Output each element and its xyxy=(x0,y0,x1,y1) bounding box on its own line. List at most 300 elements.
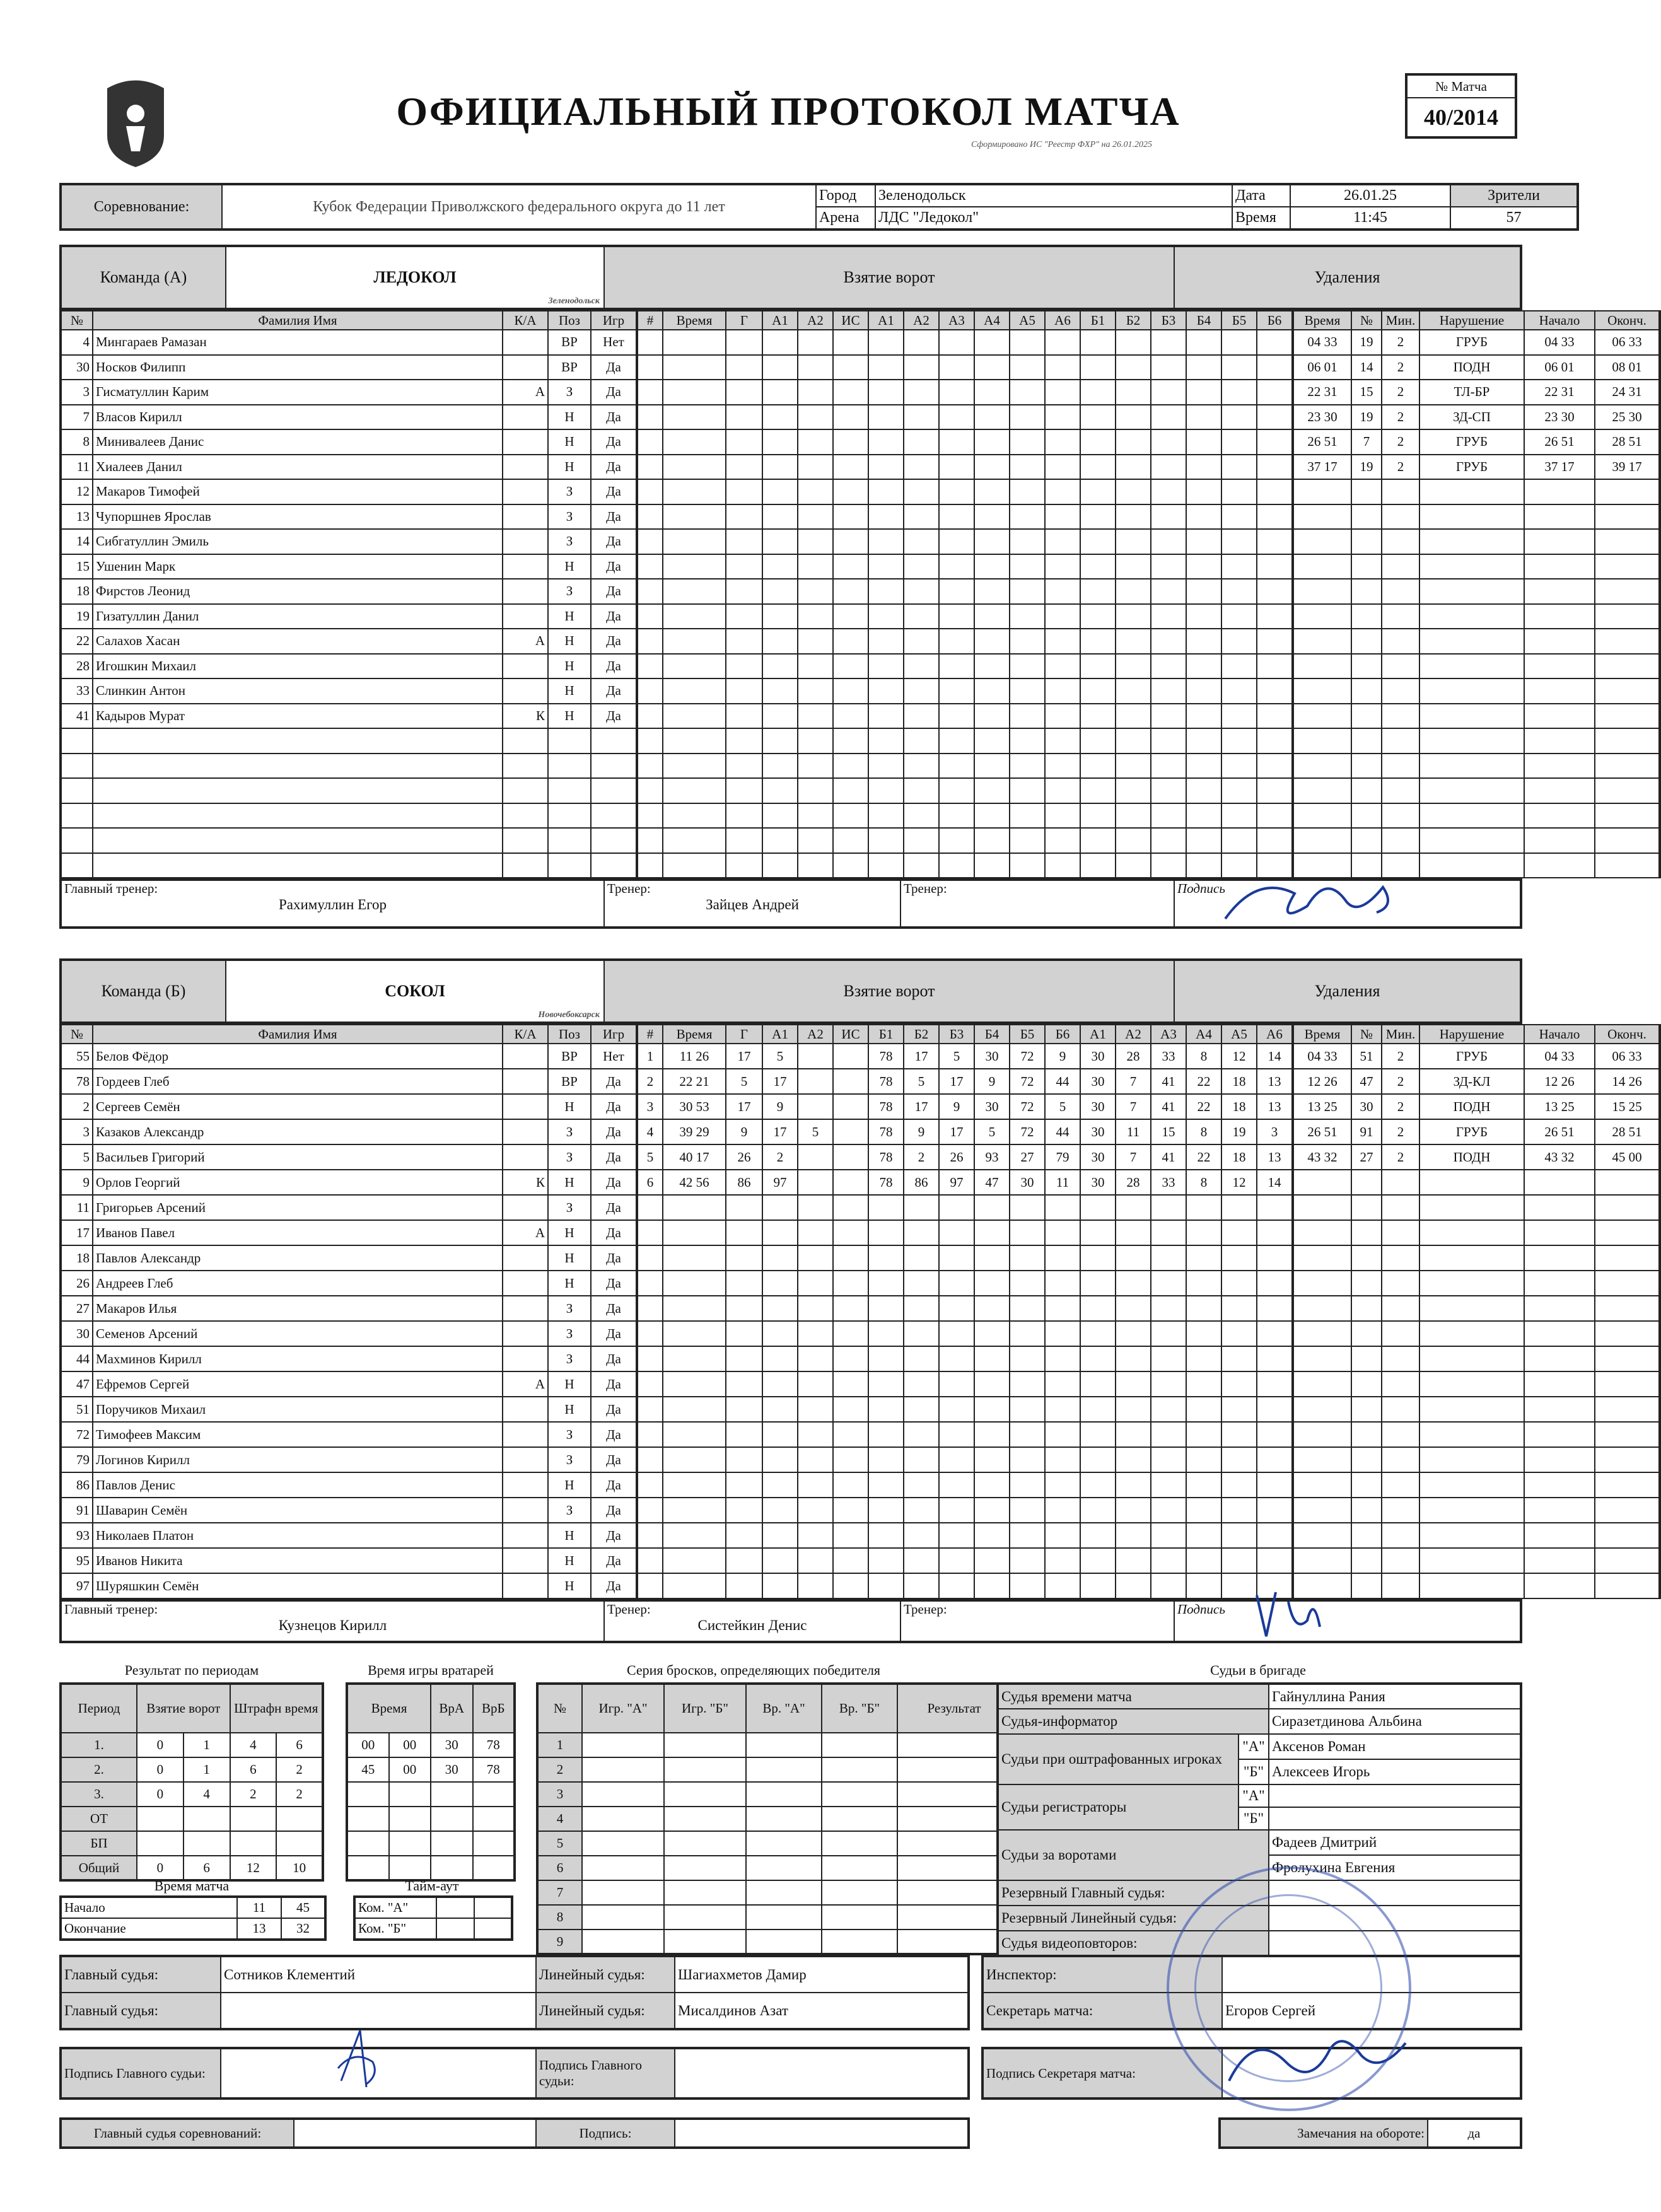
empty-cell xyxy=(974,754,1010,779)
period-gb: 6 xyxy=(184,1856,230,1880)
player-name: Ефремов Сергей xyxy=(93,1371,503,1397)
empty-cell xyxy=(798,455,833,480)
goal-row xyxy=(638,1397,1292,1422)
player-row xyxy=(61,1498,636,1523)
empty-cell xyxy=(974,1498,1010,1523)
empty-cell xyxy=(1293,1170,1351,1195)
match-time-table xyxy=(59,1895,327,1941)
player-position: З xyxy=(548,1195,591,1220)
player-number: 4 xyxy=(61,330,93,355)
empty-cell xyxy=(663,1422,726,1447)
empty-cell xyxy=(833,1523,868,1548)
goal-cell: 39 29 xyxy=(663,1119,726,1144)
penalty-row xyxy=(1293,803,1660,829)
goal-row xyxy=(638,1321,1292,1346)
penalty-col-header: Нарушение xyxy=(1419,1025,1524,1044)
empty-cell xyxy=(638,754,663,779)
empty-cell xyxy=(1010,1422,1045,1447)
player-name: Салахов Хасан xyxy=(93,629,503,654)
empty-cell xyxy=(939,529,974,554)
empty-cell xyxy=(1524,1321,1595,1346)
empty-cell xyxy=(1595,1397,1660,1422)
empty-cell xyxy=(904,455,939,480)
penalty-row xyxy=(1293,330,1660,355)
player-row xyxy=(61,728,636,754)
empty-cell xyxy=(939,654,974,679)
penalty-time: 12 26 xyxy=(1293,1069,1351,1094)
player-played: Да xyxy=(591,1447,636,1472)
player-row xyxy=(61,1523,636,1548)
empty-cell xyxy=(1293,828,1351,853)
federation-logo xyxy=(101,76,170,170)
spectators-label: Зрители xyxy=(1450,184,1578,207)
penalty-time: 13 25 xyxy=(1293,1094,1351,1119)
empty-cell xyxy=(1293,678,1351,704)
penalty-row xyxy=(1293,1548,1660,1573)
empty-cell xyxy=(1382,479,1419,504)
player-row xyxy=(61,704,636,729)
empty-cell xyxy=(1257,1245,1292,1271)
empty-cell xyxy=(638,1245,663,1271)
empty-cell xyxy=(798,629,833,654)
empty-cell xyxy=(833,1447,868,1472)
goalie-a: 30 xyxy=(431,1733,473,1757)
empty-cell xyxy=(1080,1498,1116,1523)
penalty-row xyxy=(1293,754,1660,779)
empty-cell xyxy=(1116,728,1151,754)
empty-cell xyxy=(1382,1548,1419,1573)
empty-cell xyxy=(762,1447,798,1472)
empty-cell xyxy=(663,1296,726,1321)
empty-cell xyxy=(582,1831,664,1856)
empty-cell xyxy=(1186,1371,1221,1397)
player-name: Шаварин Семён xyxy=(93,1498,503,1523)
empty-cell xyxy=(726,504,762,530)
empty-cell xyxy=(1524,654,1595,679)
empty-cell xyxy=(1151,1195,1186,1220)
empty-cell xyxy=(663,629,726,654)
goal-cell: 17 xyxy=(762,1069,798,1094)
empty-cell xyxy=(974,1321,1010,1346)
goal-row xyxy=(638,355,1292,380)
empty-cell xyxy=(726,678,762,704)
goal-judge-2: Фролухина Евгения xyxy=(1269,1855,1521,1880)
empty-cell xyxy=(1293,1371,1351,1397)
player-row xyxy=(61,828,636,853)
empty-cell xyxy=(1186,554,1221,579)
period-row xyxy=(61,1782,323,1807)
empty-cell xyxy=(974,654,1010,679)
empty-cell xyxy=(974,554,1010,579)
empty-cell xyxy=(822,1880,897,1905)
empty-cell xyxy=(1080,330,1116,355)
roster-col-header: Поз xyxy=(548,1025,591,1044)
empty-cell xyxy=(1419,1371,1524,1397)
penalty-no: 19 xyxy=(1351,330,1382,355)
goal-row xyxy=(638,1170,1292,1195)
empty-cell xyxy=(1186,1472,1221,1498)
player-played: Да xyxy=(591,1220,636,1245)
goal-row xyxy=(638,1548,1292,1573)
empty-cell xyxy=(762,1397,798,1422)
empty-cell xyxy=(1045,704,1080,729)
empty-cell xyxy=(904,754,939,779)
player-row xyxy=(61,1271,636,1296)
empty-cell xyxy=(798,405,833,430)
empty-cell xyxy=(1293,1296,1351,1321)
empty-cell xyxy=(726,380,762,405)
empty-cell xyxy=(1419,1447,1524,1472)
empty-cell xyxy=(663,455,726,480)
penalty-row xyxy=(1293,1573,1660,1598)
match-info xyxy=(59,183,1579,231)
empty-cell xyxy=(1010,504,1045,530)
empty-cell xyxy=(664,1930,746,1954)
empty-cell xyxy=(762,1346,798,1371)
goal-row xyxy=(638,1044,1292,1069)
empty-cell xyxy=(904,579,939,604)
empty-cell xyxy=(868,330,904,355)
date-label: Дата xyxy=(1232,184,1290,207)
empty-cell xyxy=(1045,579,1080,604)
empty-cell xyxy=(663,429,726,455)
empty-cell xyxy=(1221,1523,1257,1548)
team-a-grid xyxy=(59,310,1661,878)
empty-cell xyxy=(1080,1296,1116,1321)
empty-cell xyxy=(1010,853,1045,878)
empty-cell xyxy=(1151,1220,1186,1245)
goal-cell: 22 xyxy=(1186,1144,1221,1170)
empty-cell xyxy=(868,803,904,829)
empty-cell xyxy=(1595,1220,1660,1245)
empty-cell xyxy=(1151,330,1186,355)
goal-cell: 5 xyxy=(939,1044,974,1069)
empty-cell xyxy=(868,1523,904,1548)
empty-cell xyxy=(638,704,663,729)
empty-cell xyxy=(1151,1346,1186,1371)
player-number: 30 xyxy=(61,1321,93,1346)
empty-cell xyxy=(833,1498,868,1523)
empty-cell xyxy=(1116,405,1151,430)
empty-cell xyxy=(1045,1195,1080,1220)
empty-cell xyxy=(726,1498,762,1523)
player-captain xyxy=(503,529,548,554)
empty-cell xyxy=(663,1220,726,1245)
penalty-row xyxy=(1293,1119,1660,1144)
empty-cell xyxy=(762,1195,798,1220)
penalty-start: 12 26 xyxy=(1524,1069,1595,1094)
empty-cell xyxy=(1221,455,1257,480)
empty-cell xyxy=(1419,678,1524,704)
goal-col-header: Б1 xyxy=(868,1025,904,1044)
empty-cell xyxy=(1045,678,1080,704)
goal-cell xyxy=(833,1069,868,1094)
empty-cell xyxy=(503,778,548,803)
goal-cell: 2 xyxy=(762,1144,798,1170)
player-number: 8 xyxy=(61,429,93,455)
empty-cell xyxy=(1595,678,1660,704)
empty-cell xyxy=(93,803,503,829)
goal-cell: 22 xyxy=(1186,1069,1221,1094)
empty-cell xyxy=(726,754,762,779)
empty-cell xyxy=(1595,1245,1660,1271)
spectators: 57 xyxy=(1450,207,1578,230)
penalty-col-header: № xyxy=(1351,1025,1382,1044)
empty-cell xyxy=(1151,1548,1186,1573)
player-position: З xyxy=(548,479,591,504)
goalie-t2: 00 xyxy=(389,1757,431,1782)
empty-cell xyxy=(746,1905,822,1930)
empty-cell xyxy=(798,1472,833,1498)
penalty-time: 37 17 xyxy=(1293,455,1351,480)
time: 11:45 xyxy=(1290,207,1450,230)
penalty-col-header: Время xyxy=(1293,1025,1351,1044)
empty-cell xyxy=(939,853,974,878)
empty-cell xyxy=(638,1498,663,1523)
empty-cell xyxy=(1419,1472,1524,1498)
empty-cell xyxy=(1186,405,1221,430)
empty-cell xyxy=(431,1782,473,1807)
shootout-row xyxy=(537,1880,1011,1905)
goal-judge-1: Фадеев Дмитрий xyxy=(1269,1830,1521,1855)
empty-cell xyxy=(822,1807,897,1831)
goal-col-header: Г xyxy=(726,311,762,330)
goal-row xyxy=(638,1422,1292,1447)
empty-cell xyxy=(762,429,798,455)
empty-cell xyxy=(939,828,974,853)
empty-cell xyxy=(868,1498,904,1523)
empty-cell xyxy=(1151,704,1186,729)
empty-cell xyxy=(1524,853,1595,878)
shootout-number: 4 xyxy=(537,1807,582,1831)
empty-cell xyxy=(904,1573,939,1598)
period-p: 2. xyxy=(61,1757,137,1782)
goal-cell: 86 xyxy=(904,1170,939,1195)
empty-cell xyxy=(431,1831,473,1856)
period-pa: 12 xyxy=(230,1856,277,1880)
penalty-tag-a: "А" xyxy=(1238,1734,1269,1759)
penalty-row xyxy=(1293,728,1660,754)
player-row xyxy=(61,479,636,504)
goalie-t1: 45 xyxy=(347,1757,389,1782)
player-row xyxy=(61,1346,636,1371)
official-stamp xyxy=(1167,1866,1411,2111)
empty-cell xyxy=(904,1498,939,1523)
empty-cell xyxy=(746,1880,822,1905)
empty-cell xyxy=(974,1371,1010,1397)
player-captain: А xyxy=(503,629,548,654)
player-name: Махминов Кирилл xyxy=(93,1346,503,1371)
city-label: Город xyxy=(816,184,875,207)
goal-cell: 17 xyxy=(726,1094,762,1119)
player-number: 95 xyxy=(61,1548,93,1573)
secretary-label: Секретарь матча: xyxy=(982,1993,1222,2029)
penalty-end: 06 33 xyxy=(1595,1044,1660,1069)
empty-cell xyxy=(939,1271,974,1296)
empty-cell xyxy=(1186,330,1221,355)
empty-cell xyxy=(798,778,833,803)
goal-cell: 78 xyxy=(868,1119,904,1144)
empty-cell xyxy=(1419,853,1524,878)
goal-row xyxy=(638,704,1292,729)
empty-cell xyxy=(904,479,939,504)
empty-cell xyxy=(1419,1573,1524,1598)
empty-cell xyxy=(1045,853,1080,878)
empty-cell xyxy=(1221,1422,1257,1447)
empty-cell xyxy=(939,1346,974,1371)
team-b-coaches xyxy=(59,1599,1522,1643)
penalty-col-header: Мин. xyxy=(1382,311,1419,330)
player-position: Н xyxy=(548,455,591,480)
empty-cell xyxy=(1382,803,1419,829)
empty-cell xyxy=(1293,778,1351,803)
goal-row xyxy=(638,1447,1292,1472)
empty-cell xyxy=(663,380,726,405)
empty-cell xyxy=(1257,1321,1292,1346)
empty-cell xyxy=(1010,330,1045,355)
player-captain xyxy=(503,1271,548,1296)
empty-cell xyxy=(1221,429,1257,455)
goal-col-header: А4 xyxy=(974,311,1010,330)
empty-cell xyxy=(798,1548,833,1573)
goalie-b: 78 xyxy=(473,1757,515,1782)
empty-cell xyxy=(1419,828,1524,853)
empty-cell xyxy=(833,1220,868,1245)
empty-cell xyxy=(726,1523,762,1548)
player-row xyxy=(61,678,636,704)
empty-cell xyxy=(1010,405,1045,430)
empty-cell xyxy=(638,330,663,355)
empty-cell xyxy=(746,1831,822,1856)
penalty-row xyxy=(1293,554,1660,579)
empty-cell xyxy=(582,1880,664,1905)
empty-cell xyxy=(1080,803,1116,829)
empty-cell xyxy=(1116,754,1151,779)
empty-cell xyxy=(1351,1271,1382,1296)
empty-cell xyxy=(1595,579,1660,604)
player-played: Да xyxy=(591,1119,636,1144)
period-pa: 2 xyxy=(230,1782,277,1807)
empty-cell xyxy=(798,604,833,629)
empty-cell xyxy=(1351,1321,1382,1346)
empty-cell xyxy=(974,1245,1010,1271)
empty-cell xyxy=(833,504,868,530)
empty-cell xyxy=(1351,529,1382,554)
empty-cell xyxy=(663,604,726,629)
empty-cell xyxy=(868,728,904,754)
goal-cell: 7 xyxy=(1116,1144,1151,1170)
player-row xyxy=(61,1296,636,1321)
empty-cell xyxy=(1151,678,1186,704)
empty-cell xyxy=(868,429,904,455)
empty-cell xyxy=(1257,803,1292,829)
empty-cell xyxy=(868,1548,904,1573)
penalty-foul: ПОДН xyxy=(1419,1094,1524,1119)
empty-cell xyxy=(1186,853,1221,878)
empty-cell xyxy=(1045,1422,1080,1447)
empty-cell xyxy=(974,678,1010,704)
empty-cell xyxy=(1257,778,1292,803)
penalty-col-header: Оконч. xyxy=(1595,311,1660,330)
empty-cell xyxy=(1382,1271,1419,1296)
empty-cell xyxy=(664,1905,746,1930)
player-captain xyxy=(503,1472,548,1498)
goal-cell: 8 xyxy=(1186,1170,1221,1195)
inspector-label: Инспектор: xyxy=(982,1956,1222,1993)
player-name: Белов Фёдор xyxy=(93,1044,503,1069)
player-position: ВР xyxy=(548,355,591,380)
empty-cell xyxy=(591,778,636,803)
goal-cell: 9 xyxy=(904,1119,939,1144)
empty-cell xyxy=(1524,1346,1595,1371)
empty-cell xyxy=(904,803,939,829)
empty-cell xyxy=(974,778,1010,803)
penalty-row xyxy=(1293,678,1660,704)
penalty-row xyxy=(1293,1523,1660,1548)
empty-cell xyxy=(939,455,974,480)
player-name: Кадыров Мурат xyxy=(93,704,503,729)
goal-cell: 8 xyxy=(1186,1119,1221,1144)
empty-cell xyxy=(726,1245,762,1271)
goal-cell: 2 xyxy=(904,1144,939,1170)
empty-cell xyxy=(1257,1422,1292,1447)
goal-cell: 7 xyxy=(1116,1069,1151,1094)
empty-cell xyxy=(1010,629,1045,654)
player-name: Казаков Александр xyxy=(93,1119,503,1144)
empty-cell xyxy=(503,853,548,878)
empty-cell xyxy=(1186,654,1221,679)
goal-cell xyxy=(798,1144,833,1170)
page-title: ОФИЦИАЛЬНЫЙ ПРОТОКОЛ МАТЧА xyxy=(396,89,1180,134)
empty-cell xyxy=(1010,380,1045,405)
penalty-row xyxy=(1293,1346,1660,1371)
penalty-time: 22 31 xyxy=(1293,380,1351,405)
goal-cell: 44 xyxy=(1045,1069,1080,1094)
empty-cell xyxy=(726,1573,762,1598)
empty-cell xyxy=(1186,355,1221,380)
team-b-section xyxy=(59,958,1661,1643)
empty-cell xyxy=(1080,678,1116,704)
empty-cell xyxy=(868,1447,904,1472)
empty-cell xyxy=(1116,1321,1151,1346)
player-position: Н xyxy=(548,704,591,729)
empty-cell xyxy=(1080,1422,1116,1447)
goal-cell: 18 xyxy=(1221,1094,1257,1119)
goal-cell: 12 xyxy=(1221,1170,1257,1195)
empty-cell xyxy=(798,1296,833,1321)
empty-cell xyxy=(1221,1296,1257,1321)
empty-cell xyxy=(1221,579,1257,604)
goal-cell: 2 xyxy=(638,1069,663,1094)
empty-cell xyxy=(798,1346,833,1371)
match-start-m: 45 xyxy=(281,1897,325,1918)
goal-row xyxy=(638,579,1292,604)
goal-cell xyxy=(798,1044,833,1069)
empty-cell xyxy=(833,803,868,829)
empty-cell xyxy=(1524,479,1595,504)
empty-cell xyxy=(1010,828,1045,853)
empty-cell xyxy=(762,579,798,604)
player-number: 55 xyxy=(61,1044,93,1069)
reserve-main-label: Резервный Главный судья: xyxy=(998,1880,1269,1906)
goal-cell: 22 xyxy=(1186,1094,1221,1119)
player-number: 78 xyxy=(61,1069,93,1094)
goal-cell: 17 xyxy=(904,1094,939,1119)
empty-cell xyxy=(663,1245,726,1271)
empty-cell xyxy=(1116,479,1151,504)
team-b-grid xyxy=(59,1024,1661,1599)
empty-cell xyxy=(798,1523,833,1548)
